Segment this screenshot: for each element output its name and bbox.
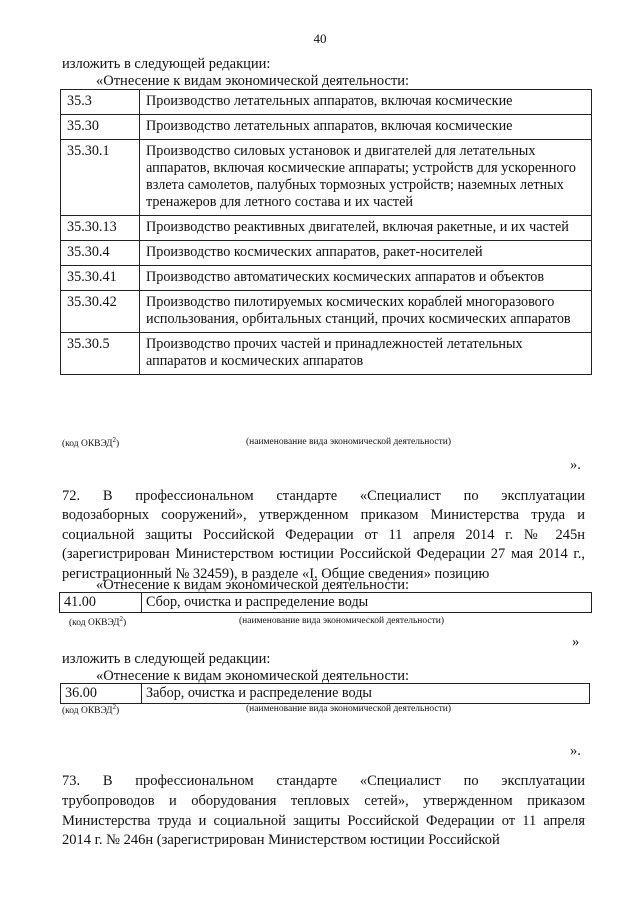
table-row: [61, 291, 592, 333]
paragraph-73-first-line: 73. В профессиональном стандарте «Специалист по эксплуатации: [62, 773, 585, 789]
okved-code: 36.00: [61, 684, 142, 704]
page-number: 40: [313, 31, 327, 46]
okved-code: 35.3: [61, 90, 140, 115]
okved-code: 35.30.4: [61, 241, 140, 266]
table-row: [61, 115, 592, 140]
okved-table: [60, 89, 592, 375]
okved-code: 35.30.42: [61, 291, 140, 333]
table-row: [61, 90, 592, 115]
table-row: [60, 593, 592, 613]
section-heading-2: «Отнесение к видам экономической деятельности:: [96, 577, 410, 593]
table-row: [61, 140, 592, 216]
table-row: [61, 684, 590, 704]
intro-text-1: изложить в следующей редакции:: [62, 56, 271, 72]
activity-name: Производство прочих частей и принадлежностей летательных аппаратов и космических аппаратов: [140, 333, 592, 375]
activity-name: Производство летательных аппаратов, включая космические: [140, 90, 592, 115]
caption-activity-name: (наименование вида экономической деятельности): [246, 704, 451, 714]
table-row: [61, 266, 592, 291]
closing-quote-3: ».: [570, 743, 581, 759]
closing-quote-1: ».: [570, 457, 581, 473]
activity-name: Производство реактивных двигателей, включая ракетные, и их частей: [140, 216, 592, 241]
caption-okved-code: (код ОКВЭД$^2$): [62, 703, 120, 717]
intro-text-2: изложить в следующей редакции:: [62, 651, 271, 667]
okved-code: 35.30.5: [61, 333, 140, 375]
okved-code: 35.30.1: [61, 140, 140, 216]
table-row: [61, 216, 592, 241]
activity-name: Производство космических аппаратов, ракет-носителей: [140, 241, 592, 266]
activity-name: Производство летательных аппаратов, включая космические: [140, 115, 592, 140]
caption-okved-code: (код ОКВЭД$^2$): [62, 436, 120, 450]
paragraph-72-first-line: 72. В профессиональном стандарте «Специалист по эксплуатации: [62, 488, 585, 504]
okved-code: 35.30: [61, 115, 140, 140]
table-row: [61, 241, 592, 266]
okved-code: 35.30.41: [61, 266, 140, 291]
okved-code: 41.00: [60, 593, 142, 613]
section-heading-3: «Отнесение к видам экономической деятельности:: [96, 668, 410, 684]
activity-name: Сбор, очистка и распределение воды: [142, 593, 592, 613]
caption-activity-name: (наименование вида экономической деятельности): [246, 437, 451, 447]
old-okved-table: [59, 592, 592, 613]
activity-name: Забор, очистка и распределение воды: [142, 684, 590, 704]
paragraph-72-body: водозаборных сооружений», утвержденном приказом Министерства труда и социальной защиты Российской Федерации от 11 апреля 2014 г. № 245н (зарегистрирован Министерством юстиции Российской Федерации 27 мая 2014 г., регистрационный № 32459), в разделе «I. Общие сведения» позицию: [62, 507, 585, 582]
paragraph-73-body: трубопроводов и оборудования тепловых сетей», утвержденном приказом Министерства труда и социальной защиты Российской Федерации от 11 апреля 2014 г. № 246н (зарегистрирован Министерством юстиции Российской: [62, 793, 585, 849]
okved-code: 35.30.13: [61, 216, 140, 241]
section-heading-1: «Отнесение к видам экономической деятельности:: [96, 73, 410, 89]
activity-name: Производство автоматических космических аппаратов и объектов: [140, 266, 592, 291]
closing-quote-2: »: [572, 634, 580, 650]
caption-activity-name: (наименование вида экономической деятельности): [239, 616, 444, 626]
activity-name: Производство пилотируемых космических кораблей многоразового использования, орбитальных станций, прочих космических аппаратов: [140, 291, 592, 333]
caption-okved-code: (код ОКВЭД$^2$): [69, 615, 127, 629]
table-row: [61, 333, 592, 375]
new-okved-table: [60, 683, 590, 704]
activity-name: Производство силовых установок и двигателей для летательных аппаратов, включая космические аппараты; устройств для ускоренного взлета самолетов, палубных тормозных устройств; наземных летных тренажеров для летного состава и их частей: [140, 140, 592, 216]
